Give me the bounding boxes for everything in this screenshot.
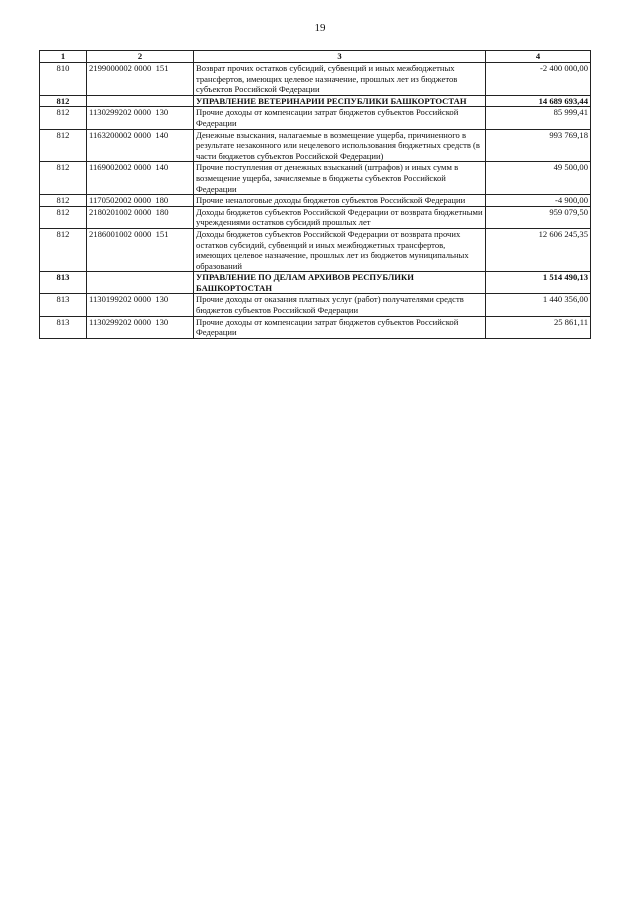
admin-code-cell: 810 bbox=[40, 63, 87, 96]
admin-code-cell: 813 bbox=[40, 316, 87, 338]
revenue-code-cell: 1170502002 0000 180 bbox=[87, 195, 194, 207]
revenue-code-cell: 1163200002 0000 140 bbox=[87, 129, 194, 162]
table-row bbox=[40, 206, 591, 228]
admin-code-cell: 813 bbox=[40, 272, 87, 294]
table-row bbox=[40, 107, 591, 129]
admin-code-cell: 812 bbox=[40, 195, 87, 207]
revenue-name-cell: Прочие неналоговые доходы бюджетов субъектов Российской Федерации bbox=[194, 195, 486, 207]
table-header-row bbox=[40, 51, 591, 63]
table-row bbox=[40, 195, 591, 207]
revenue-name-cell: Прочие доходы от оказания платных услуг (работ) получателями средств бюджетов субъектов Российской Федерации bbox=[194, 294, 486, 316]
revenue-code-cell: 1130199202 0000 130 bbox=[87, 294, 194, 316]
amount-cell: 14 689 693,44 bbox=[486, 95, 591, 107]
column-header-2: 2 bbox=[87, 51, 194, 63]
admin-code-cell: 812 bbox=[40, 228, 87, 271]
amount-cell: 1 440 356,00 bbox=[486, 294, 591, 316]
section-row bbox=[40, 272, 591, 294]
amount-cell: 49 500,00 bbox=[486, 162, 591, 195]
revenue-name-cell: Денежные взыскания, налагаемые в возмещение ущерба, причиненного в результате незаконного или нецелевого использования бюджетных средств (в части бюджетов субъектов Российской Федерации) bbox=[194, 129, 486, 162]
admin-code-cell: 812 bbox=[40, 129, 87, 162]
table-row bbox=[40, 162, 591, 195]
revenue-name-cell: Прочие доходы от компенсации затрат бюджетов субъектов Российской Федерации bbox=[194, 316, 486, 338]
table-row bbox=[40, 63, 591, 96]
admin-code-cell: 812 bbox=[40, 162, 87, 195]
revenue-code-cell bbox=[87, 95, 194, 107]
amount-cell: 1 514 490,13 bbox=[486, 272, 591, 294]
amount-cell: -2 400 000,00 bbox=[486, 63, 591, 96]
amount-cell: 25 861,11 bbox=[486, 316, 591, 338]
column-header-3: 3 bbox=[194, 51, 486, 63]
revenue-name-cell: Доходы бюджетов субъектов Российской Федерации от возврата прочих остатков субсидий, субвенций и иных межбюджетных трансфертов, имеющих целевое назначение, прошлых лет из бюджетов муниципальных образований bbox=[194, 228, 486, 271]
revenue-code-cell: 2199000002 0000 151 bbox=[87, 63, 194, 96]
revenue-name-cell: Прочие доходы от компенсации затрат бюджетов субъектов Российской Федерации bbox=[194, 107, 486, 129]
amount-cell: 12 606 245,35 bbox=[486, 228, 591, 271]
revenue-name-cell: Прочие поступления от денежных взысканий (штрафов) и иных сумм в возмещение ущерба, зачисляемые в бюджеты субъектов Российской Федерации bbox=[194, 162, 486, 195]
revenue-code-cell: 1169002002 0000 140 bbox=[87, 162, 194, 195]
revenue-table bbox=[39, 50, 591, 339]
section-row bbox=[40, 95, 591, 107]
revenue-code-cell: 1130299202 0000 130 bbox=[87, 316, 194, 338]
amount-cell: 85 999,41 bbox=[486, 107, 591, 129]
admin-code-cell: 812 bbox=[40, 95, 87, 107]
column-header-1: 1 bbox=[40, 51, 87, 63]
revenue-name-cell: Возврат прочих остатков субсидий, субвенций и иных межбюджетных трансфертов, имеющих целевое назначение, прошлых лет из бюджетов субъектов Российской Федерации bbox=[194, 63, 486, 96]
table-row bbox=[40, 294, 591, 316]
amount-cell: 993 769,18 bbox=[486, 129, 591, 162]
column-header-4: 4 bbox=[486, 51, 591, 63]
revenue-code-cell: 2186001002 0000 151 bbox=[87, 228, 194, 271]
revenue-name-cell: УПРАВЛЕНИЕ ПО ДЕЛАМ АРХИВОВ РЕСПУБЛИКИ БАШКОРТОСТАН bbox=[194, 272, 486, 294]
revenue-code-cell bbox=[87, 272, 194, 294]
admin-code-cell: 812 bbox=[40, 206, 87, 228]
page-number: 19 bbox=[314, 22, 326, 34]
table-body bbox=[40, 63, 591, 339]
revenue-name-cell: УПРАВЛЕНИЕ ВЕТЕРИНАРИИ РЕСПУБЛИКИ БАШКОРТОСТАН bbox=[194, 95, 486, 107]
revenue-code-cell: 1130299202 0000 130 bbox=[87, 107, 194, 129]
table-row bbox=[40, 228, 591, 271]
revenue-code-cell: 2180201002 0000 180 bbox=[87, 206, 194, 228]
amount-cell: -4 900,00 bbox=[486, 195, 591, 207]
revenue-name-cell: Доходы бюджетов субъектов Российской Федерации от возврата бюджетными учреждениями остатков субсидий прошлых лет bbox=[194, 206, 486, 228]
table-row bbox=[40, 316, 591, 338]
admin-code-cell: 813 bbox=[40, 294, 87, 316]
table-row bbox=[40, 129, 591, 162]
admin-code-cell: 812 bbox=[40, 107, 87, 129]
amount-cell: 959 079,50 bbox=[486, 206, 591, 228]
